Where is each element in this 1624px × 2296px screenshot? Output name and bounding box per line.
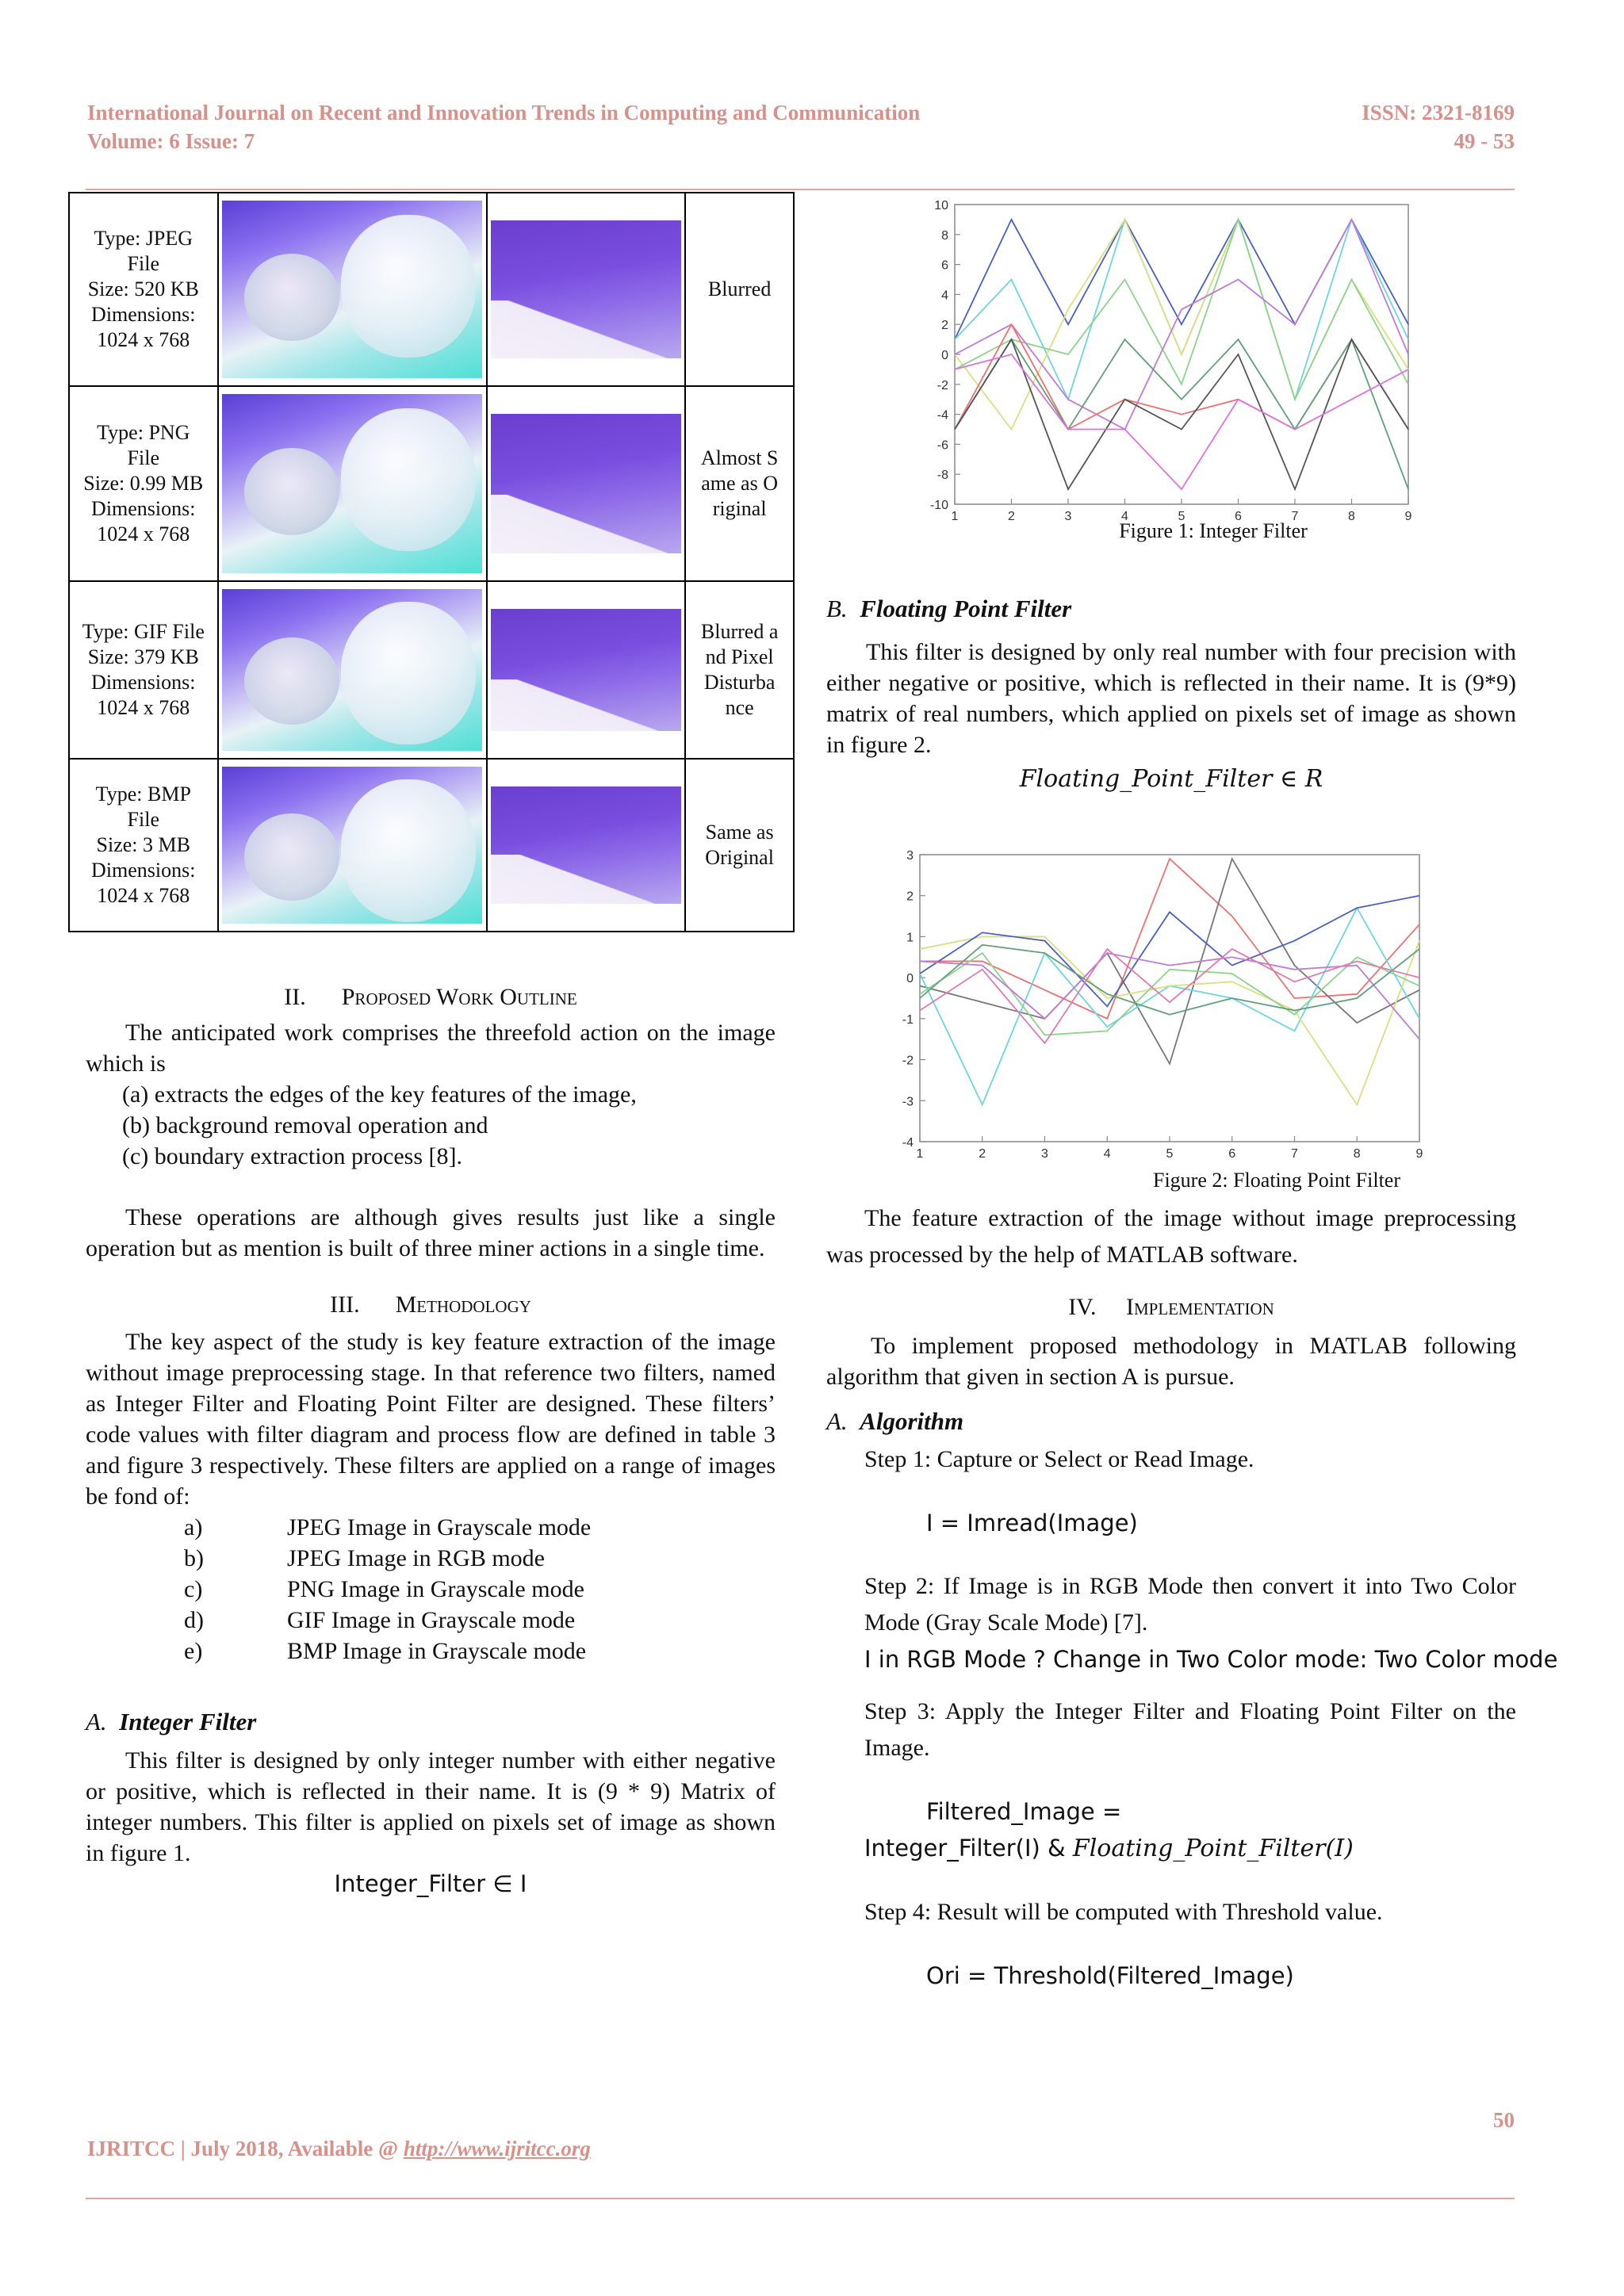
footer-url-link[interactable]: http://www.ijritcc.org [403,2137,591,2160]
result-label: Blurred [707,277,772,300]
table-row [69,386,794,581]
step-2-equation: I in RGB Mode ? Change in Two Color mode: Two Color mode [864,1646,1558,1673]
x-tick-label: 5 [1178,510,1185,522]
series-line-9 [955,354,1408,489]
y-tick-label: 0 [941,349,948,362]
y-tick-label: 0 [906,972,914,986]
x-tick-label: 4 [1121,510,1128,522]
footer-rule [86,2198,1515,2199]
result-cell [685,193,794,386]
y-tick-label: 4 [941,289,948,303]
x-tick-label: 7 [1291,510,1299,522]
y-tick-label: 2 [941,319,948,333]
file-info-dims: 1024 x 768 [97,696,190,719]
figure-2-caption: Figure 2: Floating Point Filter [1152,1169,1400,1192]
step-4: Step 4: Result will be computed with Threshold value. [864,1899,1383,1925]
x-tick-label: 1 [916,1147,924,1161]
result-cell [685,759,794,932]
series-line-1 [955,220,1408,339]
page-range: 49 - 53 [1454,129,1515,153]
y-tick-label: -10 [929,499,948,512]
list-item-marker: d) [184,1607,204,1633]
volume-issue: Volume: 6 Issue: 7 [87,129,255,153]
y-tick-label: -4 [936,408,948,423]
x-tick-label: 2 [1008,510,1015,522]
y-tick-label: 10 [934,199,948,212]
subsection-b-paragraph: This filter is designed by only real number with four precision with either negative or positive, which is reflected in their name. It is (9*9) matrix of real numbers, which applied on pixels set of image as shown in figure 2. [826,639,1516,758]
y-tick-label: -1 [902,1012,914,1027]
file-info-cell [69,759,218,932]
x-tick-label: 1 [951,510,959,522]
series-line-9 [920,949,1419,1043]
algorithm-heading: A. Algorithm [826,1407,964,1435]
table-row [69,193,794,386]
y-tick-label: 8 [941,228,948,243]
section-4-paragraph: To implement proposed methodology in MATLAB following algorithm that given in section A is pursue. [826,1333,1516,1390]
file-info-type: Type: BMP File [95,783,191,831]
y-tick-label: -3 [902,1095,914,1109]
file-info-dims: 1024 x 768 [97,328,190,351]
figure-1-caption: Figure 1: Integer Filter [1119,519,1308,542]
x-tick-label: 4 [1103,1147,1111,1161]
section-2-paragraph-2: These operations are although gives results just like a single operation but as mention is built of three miner actions in a single time. [86,1204,776,1261]
file-info-size: Size: 379 KB [87,645,199,668]
section-3-paragraph: The key aspect of the study is key feature extraction of the image without image preprocessing stage. In that reference two filters, named as Integer Filter and Floating Point Filter are designed. These filters’ code values with filter diagram and process flow are defined in table 3 and figure 3 respectively. These filters are applied on a range of images be fond of: [86,1329,776,1510]
list-item-text: PNG Image in Grayscale mode [287,1576,584,1602]
x-tick-label: 6 [1235,510,1242,522]
result-label: Blurred and Pixel Disturbance [700,620,779,719]
y-tick-label: -8 [936,469,948,483]
list-item-marker: a) [184,1514,203,1540]
list-item [86,1574,776,1605]
section-2-list [86,1079,776,1172]
file-info-dims: 1024 x 768 [97,522,190,545]
right-column-bottom [826,1200,1558,1994]
series-line-6 [920,896,1419,1007]
list-item-marker: e) [184,1638,203,1664]
section-3-heading: III. Methodology [330,1292,531,1318]
file-info-type: Type: GIF File [82,620,205,643]
list-item-marker: b) [184,1545,204,1571]
x-tick-label: 6 [1228,1147,1236,1161]
file-info-cell [69,581,218,759]
file-info-dims-label: Dimensions: [91,859,196,882]
filtered-image-cell [487,386,685,581]
step-1: Step 1: Capture or Select or Read Image. [864,1446,1254,1472]
original-image-cell [218,193,488,386]
integer-filter-equation: Integer_Filter ∈ I [334,1870,527,1897]
integer-filter-chart [904,197,1475,522]
filtered-image-cell [487,759,685,932]
list-item: (c) boundary extraction process [8]. [122,1143,462,1169]
list-item [86,1605,776,1636]
filtered-image-thumbnail [491,220,681,358]
series-line-4 [920,936,1419,1104]
x-tick-label: 5 [1166,1147,1174,1161]
result-label: Almost Same as Original [700,446,779,520]
step-3-equation-line-2: Integer_Filter(I) & Floating_Point_Filter(I) [864,1835,1354,1862]
list-item-text: BMP Image in Grayscale mode [287,1638,587,1664]
result-label: Same as Original [705,821,774,869]
filtered-image-cell [487,193,685,386]
file-info-dims-label: Dimensions: [91,671,196,694]
file-info-type: Type: JPEG File [94,227,193,275]
algorithm-steps [826,1441,1558,1994]
section-3-list [86,1512,776,1667]
y-tick-label: -2 [902,1054,914,1068]
y-tick-label: -6 [936,438,948,453]
original-image-thumbnail [222,589,482,751]
section-2-heading: II. Proposed Work Outline [284,984,577,1010]
y-tick-label: 6 [941,258,948,273]
list-item-marker: c) [184,1576,203,1602]
filtered-image-thumbnail [491,414,681,553]
file-info-cell [69,386,218,581]
step-4-equation: Ori = Threshold(Filtered_Image) [926,1962,1294,1989]
table-row [69,581,794,759]
original-image-thumbnail [222,394,482,573]
result-cell [685,386,794,581]
original-image-thumbnail [222,767,482,924]
file-info-type: Type: PNG File [97,421,190,469]
left-column [86,982,776,1900]
original-image-cell [218,759,488,932]
table-row [69,759,794,932]
issn: ISSN: 2321-8169 [1362,101,1515,124]
original-image-cell [218,581,488,759]
y-tick-label: -4 [902,1136,914,1150]
file-info-dims-label: Dimensions: [91,497,196,520]
file-info-dims: 1024 x 768 [97,884,190,907]
list-item [86,1543,776,1574]
subsection-b-heading: B. Floating Point Filter [826,595,1072,622]
floating-point-filter-chart [896,844,1530,1161]
file-info-size: Size: 0.99 MB [83,472,204,495]
file-info-dims-label: Dimensions: [91,303,196,326]
x-tick-label: 7 [1291,1147,1298,1161]
section-2-paragraph-1: The anticipated work comprises the threefold action on the image which is [86,1020,776,1077]
list-item [86,1636,776,1667]
right-column-top [826,593,1516,794]
header-rule [86,189,1515,190]
step-3: Step 3: Apply the Integer Filter and Floating Point Filter on the Image. [864,1698,1516,1761]
list-item: (a) extracts the edges of the key features of the image, [122,1081,637,1108]
x-tick-label: 3 [1041,1147,1048,1161]
result-cell [685,581,794,759]
file-info-cell [69,193,218,386]
y-tick-label: 3 [906,849,914,863]
filtered-image-cell [487,581,685,759]
x-tick-label: 8 [1348,510,1355,522]
series-line-2 [920,859,1419,1064]
paragraph-after-figure-2: The feature extraction of the image without image preprocessing was processed by the help of MATLAB software. [826,1205,1516,1268]
section-4-heading: IV. Implementation [1068,1294,1274,1320]
original-image-cell [218,386,488,581]
filtered-image-thumbnail [491,786,681,904]
journal-title: International Journal on Recent and Innovation Trends in Computing and Communication [87,101,921,124]
floating-filter-equation: Floating_Point_Filter ∈ R [1019,765,1323,793]
file-info-size: Size: 520 KB [87,277,199,300]
image-comparison-table [68,192,795,932]
original-image-thumbnail [222,201,482,378]
x-tick-label: 2 [979,1147,986,1161]
list-item: (b) background removal operation and [122,1112,488,1138]
list-item-text: JPEG Image in RGB mode [287,1545,545,1571]
subsection-a-heading: A. Integer Filter [86,1708,257,1735]
series-line-3 [920,908,1419,1104]
x-tick-label: 9 [1404,510,1412,522]
y-tick-label: 1 [906,931,914,945]
list-item-text: GIF Image in Grayscale mode [287,1607,576,1633]
x-tick-label: 9 [1415,1147,1423,1161]
x-tick-label: 3 [1064,510,1072,522]
list-item-text: JPEG Image in Grayscale mode [287,1514,592,1540]
series-line-1 [920,859,1419,1019]
series-line-8 [920,945,1419,1015]
y-tick-label: -2 [936,378,948,392]
x-tick-label: 8 [1353,1147,1361,1161]
subsection-a-paragraph: This filter is designed by only integer number with either negative or positive, which is reflected in their name. It is (9 * 9) Matrix of integer numbers. This filter is applied on pixels set of image as shown in figure 1. [86,1747,776,1866]
footer-page-number: 50 [1493,2108,1515,2132]
plot-area-frame [920,855,1419,1142]
step-3-equation-line-1: Filtered_Image = [926,1798,1122,1825]
step-2: Step 2: If Image is in RGB Mode then convert it into Two Color Mode (Gray Scale Mode) [7]. [864,1573,1516,1636]
y-tick-label: 2 [906,890,914,904]
step-1-equation: I = Imread(Image) [926,1510,1138,1536]
filtered-image-thumbnail [491,609,681,731]
list-item [86,1512,776,1543]
footer-text: IJRITCC | July 2018, Available @ http://www.ijritcc.org [87,2137,591,2160]
file-info-size: Size: 3 MB [96,833,190,856]
